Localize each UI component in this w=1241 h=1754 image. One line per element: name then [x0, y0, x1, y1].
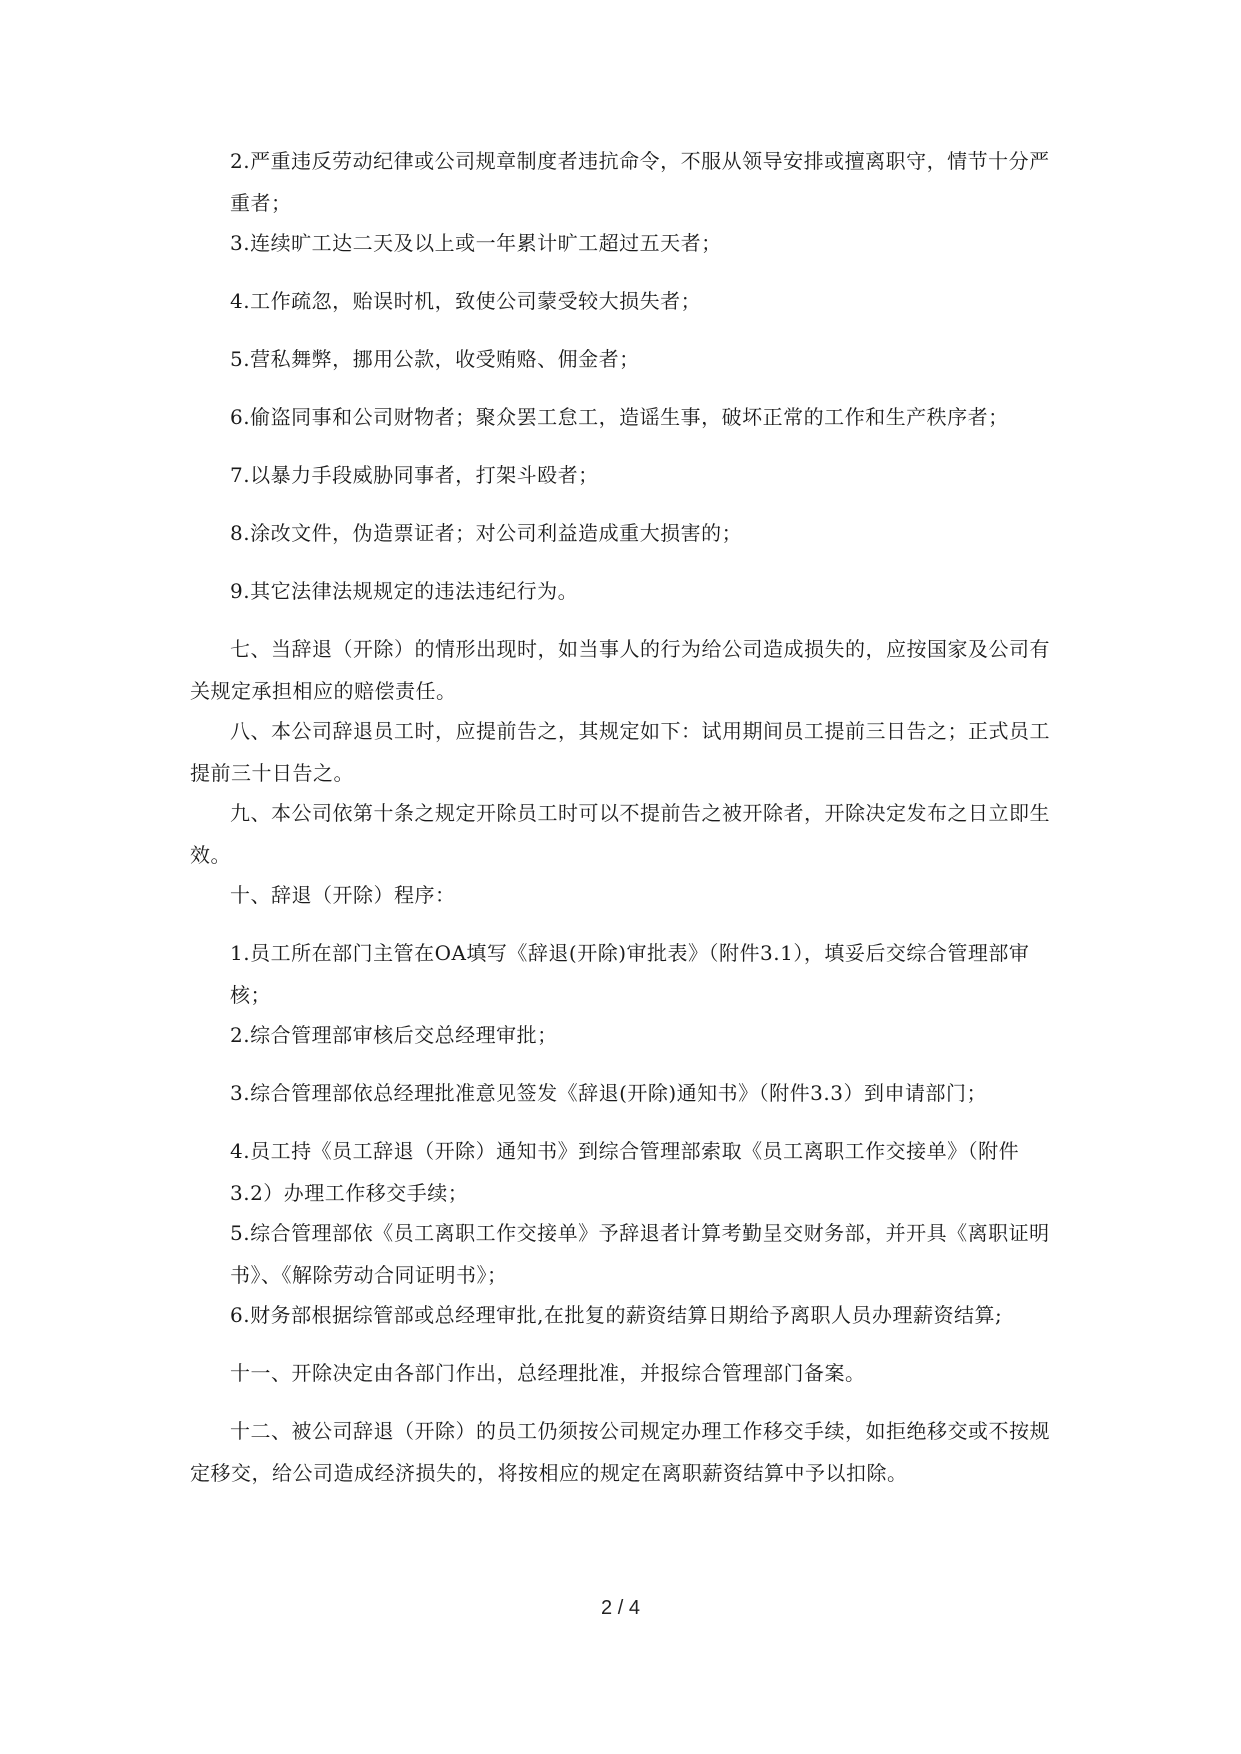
page-number: 2 / 4 — [601, 1597, 640, 1619]
paragraph-procedure-2: 2.综合管理部审核后交总经理审批； — [230, 1023, 558, 1047]
paragraph-procedure-5: 5.综合管理部依《员工离职工作交接单》予辞退者计算考勤呈交财务部，并开具《离职证明书》、《解除劳动合同证明书》； — [230, 1221, 1050, 1287]
paragraph-section-10: 十、辞退（开除）程序： — [230, 883, 456, 907]
paragraph-item-4: 4.工作疏忽，贻误时机，致使公司蒙受较大损失者； — [230, 289, 702, 313]
paragraph-procedure-1: 1.员工所在部门主管在OA填写《辞退(开除)审批表》（附件3.1），填妥后交综合管理部审核； — [230, 941, 1030, 1007]
paragraph-section-8: 八、本公司辞退员工时，应提前告之，其规定如下：试用期间员工提前三日告之；正式员工提前三十日告之。 — [190, 719, 1050, 785]
paragraph-section-7: 七、当辞退（开除）的情形出现时，如当事人的行为给公司造成损失的，应按国家及公司有关规定承担相应的赔偿责任。 — [190, 637, 1050, 703]
paragraph-item-2: 2.严重违反劳动纪律或公司规章制度者违抗命令，不服从领导安排或擅离职守，情节十分严重者； — [230, 149, 1050, 215]
paragraph-item-3: 3.连续旷工达二天及以上或一年累计旷工超过五天者； — [230, 231, 722, 255]
paragraph-section-12: 十二、被公司辞退（开除）的员工仍须按公司规定办理工作移交手续，如拒绝移交或不按规定移交，给公司造成经济损失的，将按相应的规定在离职薪资结算中予以扣除。 — [190, 1419, 1050, 1485]
paragraph-item-6: 6.偷盗同事和公司财物者；聚众罢工怠工，造谣生事，破坏正常的工作和生产秩序者； — [230, 405, 1009, 429]
paragraph-procedure-6: 6.财务部根据综管部或总经理审批,在批复的薪资结算日期给予离职人员办理薪资结算; — [230, 1303, 1003, 1327]
paragraph-item-8: 8.涂改文件，伪造票证者；对公司利益造成重大损害的； — [230, 521, 743, 545]
paragraph-item-7: 7.以暴力手段威胁同事者，打架斗殴者； — [230, 463, 599, 487]
paragraph-item-5: 5.营私舞弊，挪用公款，收受贿赂、佣金者； — [230, 347, 640, 371]
paragraph-item-9: 9.其它法律法规规定的违法违纪行为。 — [230, 579, 579, 603]
paragraph-section-9: 九、本公司依第十条之规定开除员工时可以不提前告之被开除者，开除决定发布之日立即生效。 — [190, 801, 1050, 867]
paragraph-procedure-3: 3.综合管理部依总经理批准意见签发《辞退(开除)通知书》（附件3.3）到申请部门； — [230, 1081, 987, 1105]
paragraph-procedure-4: 4.员工持《员工辞退（开除）通知书》到综合管理部索取《员工离职工作交接单》（附件3.2）办理工作移交手续； — [230, 1139, 1020, 1205]
paragraph-section-11: 十一、开除决定由各部门作出，总经理批准，并报综合管理部门备案。 — [230, 1361, 866, 1385]
